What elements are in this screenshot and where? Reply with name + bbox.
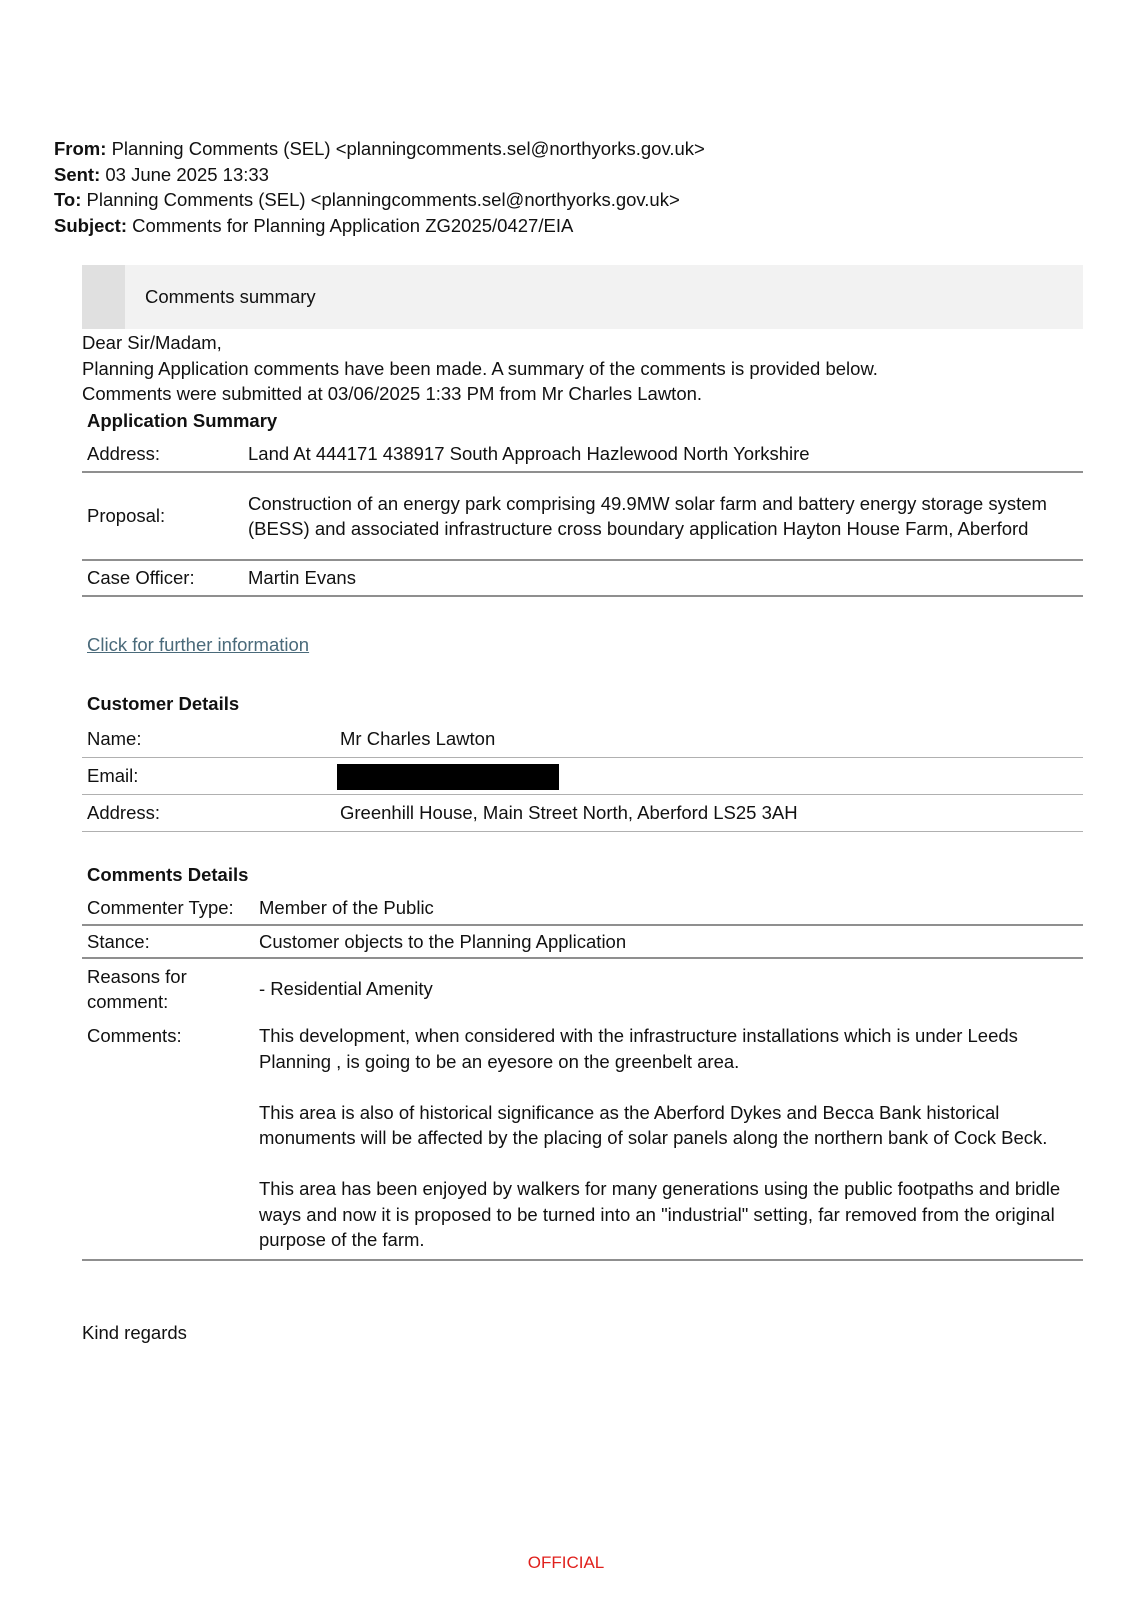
sent-value: 03 June 2025 13:33	[105, 163, 269, 185]
stance-label: Stance:	[82, 925, 259, 959]
to-label: To:	[54, 189, 82, 210]
comment-paragraph: This development, when considered with the infrastructure installations which is under Leeds Planning , is going to be an eyesore on the greenbelt area.	[259, 1025, 1018, 1072]
to-line	[54, 187, 705, 213]
commenter-type-value: Member of the Public	[259, 892, 1083, 925]
banner-accent-bar	[82, 265, 125, 329]
proposal-value: Construction of an energy park comprising 49.9MW solar farm and battery energy storage system (BESS) and associated infrastructure cross boundary application Hayton House Farm, Aberford	[248, 472, 1083, 560]
customer-details-title: Customer Details	[87, 693, 240, 714]
from-value: Planning Comments (SEL) <planningcomments.sel@northyorks.gov.uk>	[111, 138, 705, 159]
comment-paragraph: This area is also of historical significance as the Aberford Dykes and Becca Bank historical monuments will be affected by the placing of solar panels along the northern bank of Cock Beck.	[259, 1101, 1048, 1148]
intro-line-1: Planning Application comments have been made. A summary of the comments is provided below.	[82, 357, 878, 379]
from-line	[54, 136, 705, 162]
application-summary-title: Application Summary	[87, 410, 278, 431]
customer-address-label: Address:	[82, 795, 340, 832]
table-row	[82, 721, 1083, 758]
name-label: Name:	[82, 721, 340, 758]
banner-title: Comments summary	[145, 286, 316, 307]
table-row	[82, 560, 1083, 596]
to-value: Planning Comments (SEL) <planningcomments.sel@northyorks.gov.uk>	[86, 189, 680, 210]
email-header	[54, 136, 705, 238]
proposal-label: Proposal:	[82, 472, 248, 560]
classification-marking: OFFICIAL	[527, 1553, 605, 1572]
commenter-type-label: Commenter Type:	[82, 892, 259, 925]
table-row	[82, 437, 1083, 472]
address-label: Address:	[82, 437, 248, 472]
subject-label: Subject:	[54, 214, 127, 236]
sent-label: Sent:	[54, 163, 101, 185]
subject-value: Comments for Planning Application ZG2025/0427/EIA	[132, 214, 574, 236]
reasons-label: Reasons for comment:	[87, 965, 187, 1012]
comments-details-title: Comments Details	[87, 864, 249, 885]
table-row	[82, 1019, 1083, 1260]
table-row	[82, 795, 1083, 832]
intro-text	[82, 330, 878, 407]
application-summary-table	[82, 437, 1083, 597]
customer-details-table	[82, 721, 1083, 832]
comments-summary-banner	[82, 265, 1083, 329]
table-row	[82, 958, 1083, 1019]
sent-line	[54, 162, 705, 188]
stance-value: Customer objects to the Planning Application	[259, 925, 1083, 959]
comments-details-table	[82, 892, 1083, 1261]
comment-paragraph: This area has been enjoyed by walkers for many generations using the public footpaths and bridle ways and now it is proposed to be turned into an "industrial" setting, far removed from the original purpose of the farm.	[259, 1178, 1061, 1250]
intro-line-2: Comments were submitted at 03/06/2025 1:33 PM from Mr Charles Lawton.	[82, 383, 703, 404]
sign-off: Kind regards	[82, 1322, 187, 1343]
table-row	[82, 758, 1083, 795]
table-row	[82, 892, 1083, 925]
comments-label: Comments:	[82, 1019, 259, 1260]
greeting: Dear Sir/Madam,	[82, 332, 222, 353]
case-officer-value: Martin Evans	[248, 560, 1083, 596]
address-value: Land At 444171 438917 South Approach Hazlewood North Yorkshire	[248, 437, 1083, 472]
name-value: Mr Charles Lawton	[340, 721, 1083, 758]
customer-address-value: Greenhill House, Main Street North, Aberford LS25 3AH	[340, 795, 1083, 832]
from-label: From:	[54, 138, 107, 159]
reasons-value: - Residential Amenity	[259, 978, 433, 1000]
comments-body	[259, 1019, 1083, 1260]
case-officer-label: Case Officer:	[82, 560, 248, 596]
table-row	[82, 925, 1083, 959]
subject-line	[54, 213, 705, 239]
table-row	[82, 472, 1083, 560]
further-information-link[interactable]: Click for further information	[87, 634, 310, 655]
email-redaction-block	[337, 764, 559, 790]
email-label: Email:	[82, 758, 340, 795]
